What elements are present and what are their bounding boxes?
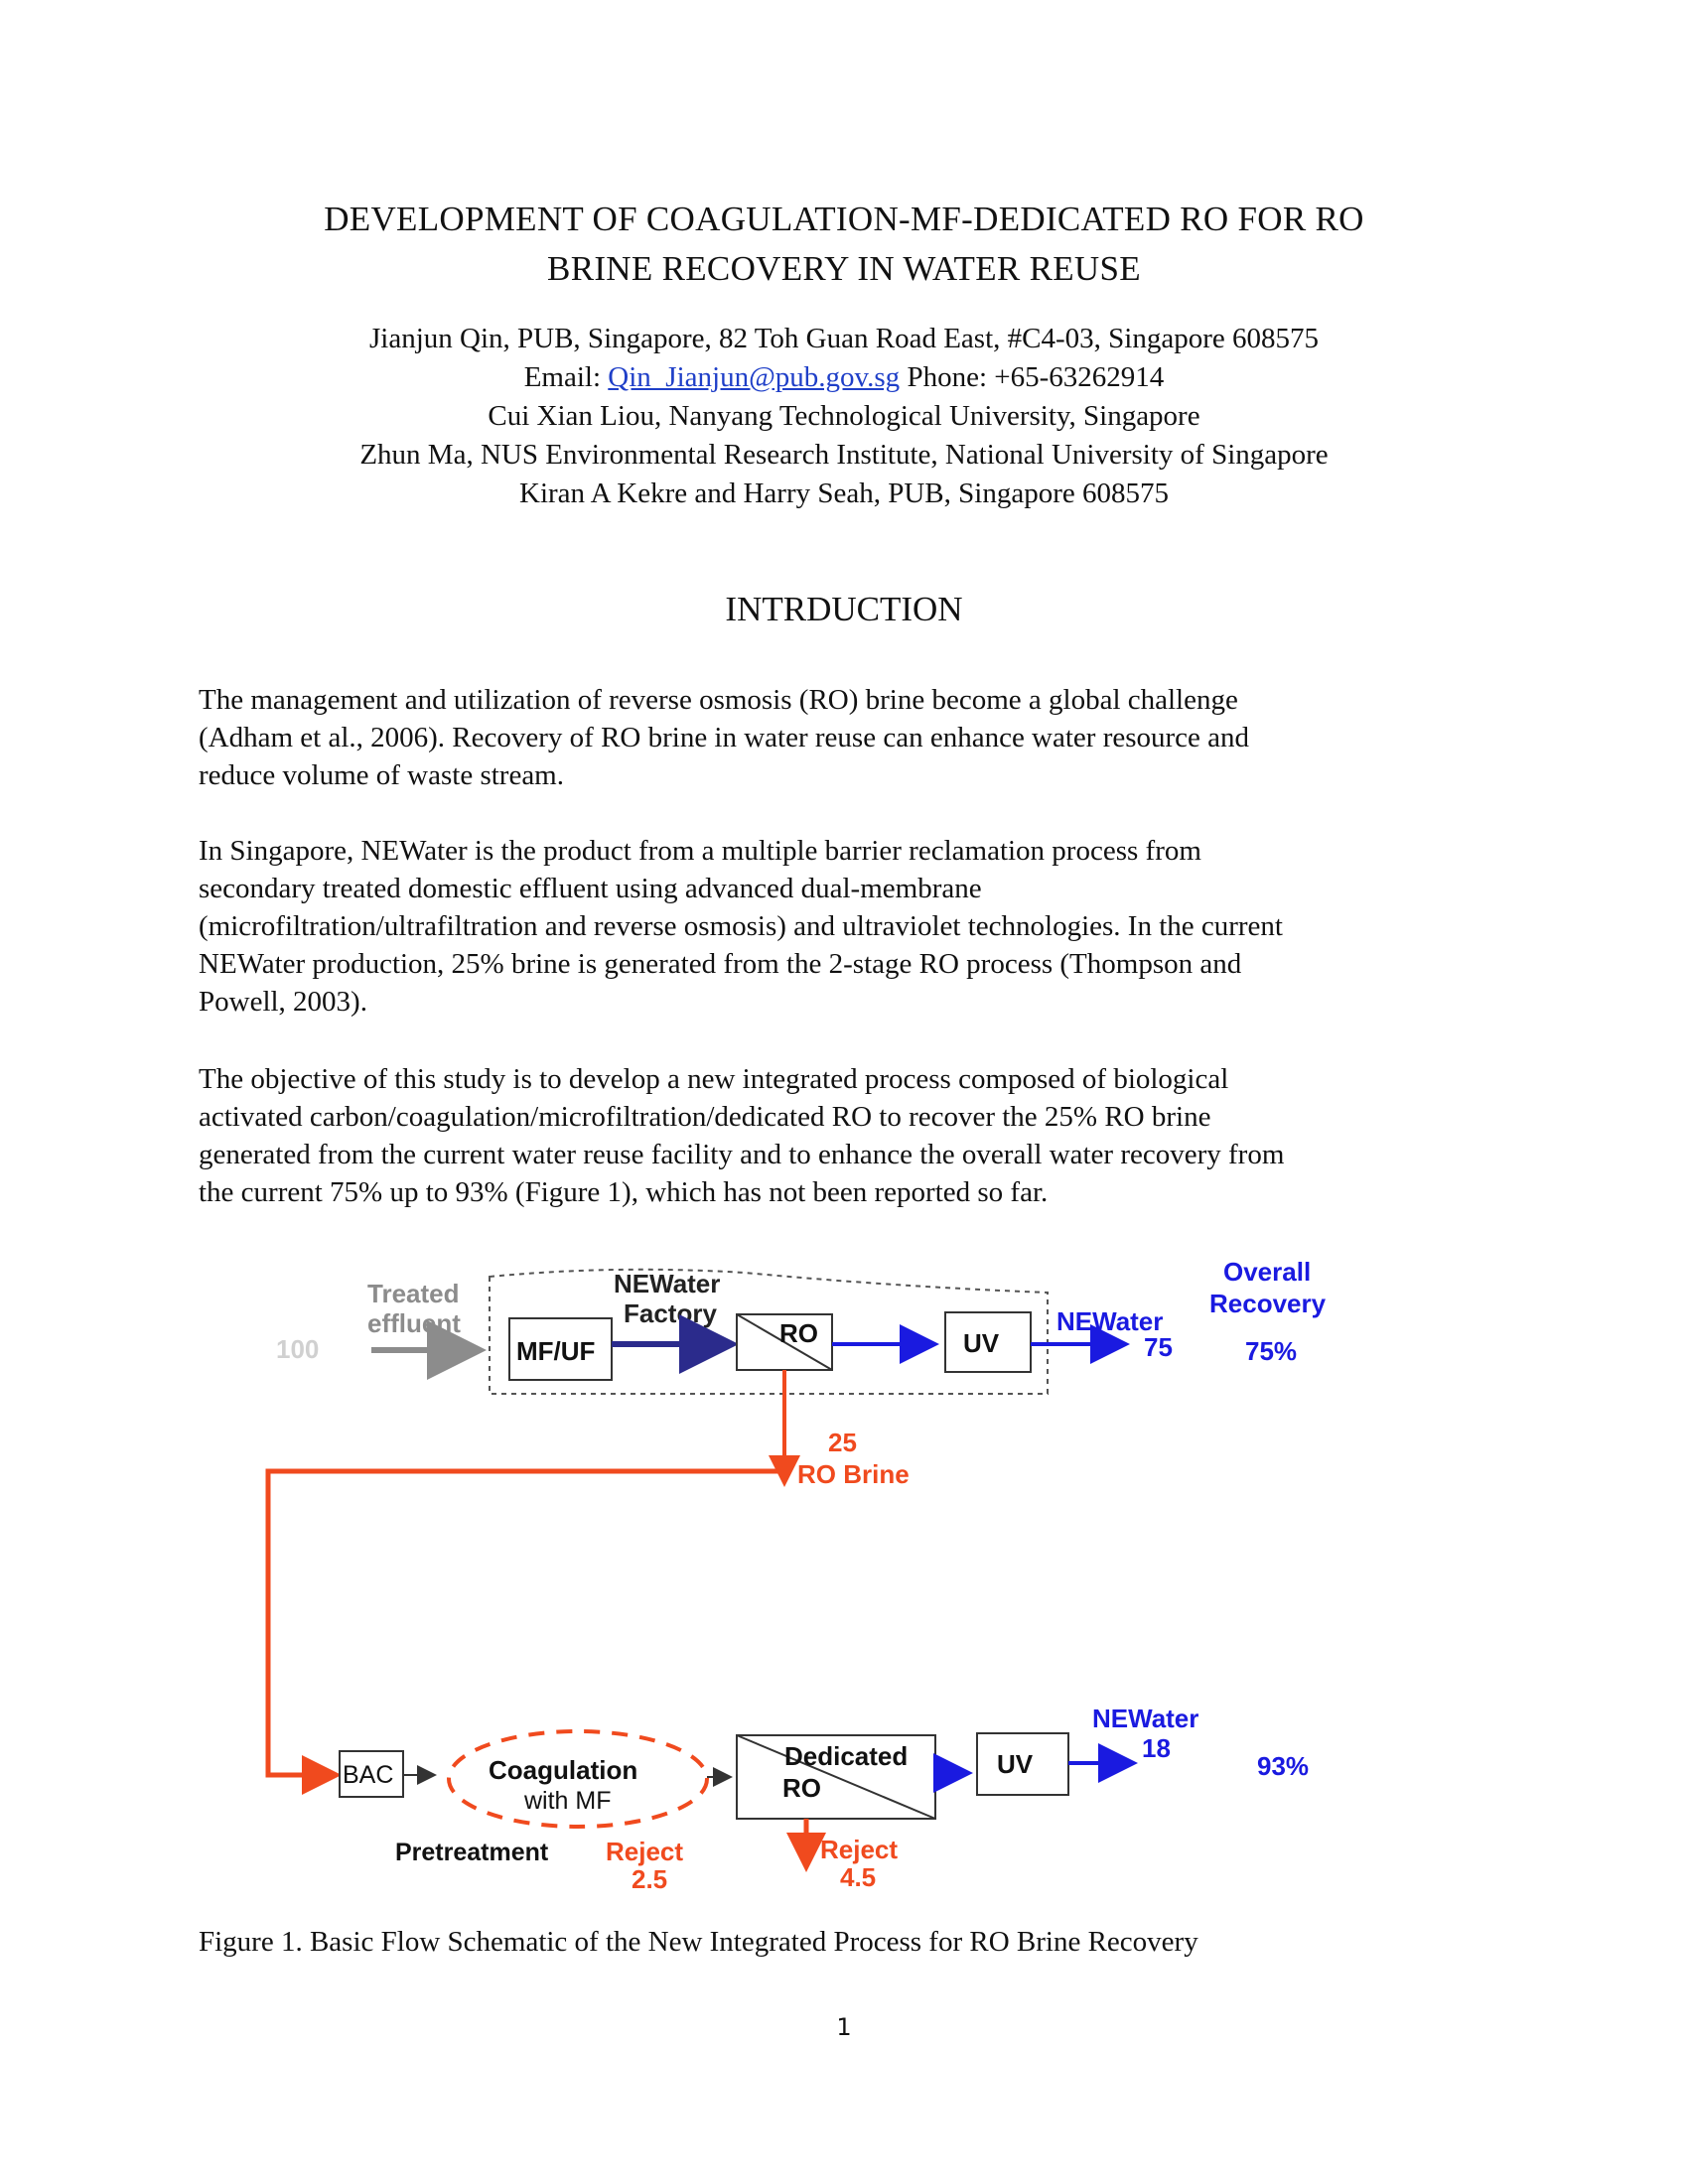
paragraph-line: Powell, 2003).: [199, 986, 367, 1018]
coag-label-1: Coagulation: [489, 1755, 638, 1785]
brine-route-line: [268, 1471, 784, 1775]
paragraph-line: the current 75% up to 93% (Figure 1), which has not been reported so far.: [199, 1176, 1049, 1208]
paragraph-line: In Singapore, NEWater is the product from a multiple barrier reclamation process from: [199, 835, 1201, 867]
reject1-value: 2.5: [632, 1864, 668, 1894]
reject2-label: Reject: [820, 1835, 899, 1864]
factory-label-1: NEWater: [614, 1269, 721, 1298]
phone-text: Phone: +65-63262914: [907, 361, 1165, 393]
author-line-1: Jianjun Qin, PUB, Singapore, 82 Toh Guan Road East, #C4-03, Singapore 608575: [369, 323, 1319, 354]
newater-bottom-value: 18: [1142, 1733, 1171, 1763]
input-value: 100: [276, 1334, 320, 1364]
paragraph-line: secondary treated domestic effluent using advanced dual-membrane: [199, 873, 982, 904]
email-link[interactable]: Qin_Jianjun@pub.gov.sg: [608, 361, 901, 393]
paragraph-line: The objective of this study is to develop a new integrated process composed of biological: [199, 1063, 1229, 1095]
coag-label-2: with MF: [524, 1787, 612, 1815]
pretreatment-label: Pretreatment: [395, 1839, 549, 1866]
email-label: Email:: [523, 361, 602, 393]
uv-label-top: UV: [963, 1328, 1000, 1358]
brine-value: 25: [828, 1428, 857, 1457]
bac-label: BAC: [343, 1761, 394, 1789]
ro-label: RO: [779, 1318, 818, 1348]
figure-caption: Figure 1. Basic Flow Schematic of the New Integrated Process for RO Brine Recovery: [199, 1926, 1198, 1958]
factory-label-2: Factory: [624, 1298, 717, 1328]
reject1-label: Reject: [606, 1837, 684, 1866]
author-line-5: Kiran A Kekre and Harry Seah, PUB, Singapore 608575: [519, 478, 1169, 509]
paragraph-line: (Adham et al., 2006). Recovery of RO brine in water reuse can enhance water resource and: [199, 722, 1250, 753]
mfuf-label: MF/UF: [516, 1336, 596, 1366]
paragraph-line: NEWater production, 25% brine is generated from the 2-stage RO process (Thompson and: [199, 948, 1242, 980]
title-line-1: DEVELOPMENT OF COAGULATION-MF-DEDICATED RO FOR RO: [324, 200, 1364, 238]
paragraph-line: reduce volume of waste stream.: [199, 759, 564, 791]
paragraph-line: The management and utilization of reverse osmosis (RO) brine become a global challenge: [199, 684, 1238, 716]
page-number: 1: [836, 2013, 852, 2041]
newater-top-label: NEWater: [1056, 1306, 1164, 1336]
dedicated-ro-label-1: Dedicated: [784, 1741, 909, 1771]
reject2-value: 4.5: [840, 1862, 877, 1892]
dedicated-ro-label-2: RO: [782, 1773, 821, 1803]
overall-top-value: 75%: [1245, 1336, 1298, 1366]
overall-bottom-value: 93%: [1257, 1751, 1310, 1781]
author-line-4: Zhun Ma, NUS Environmental Research Institute, National University of Singapore: [359, 439, 1329, 471]
newater-top-value: 75: [1144, 1332, 1173, 1362]
uv-label-bottom: UV: [997, 1749, 1034, 1779]
section-heading: INTRDUCTION: [725, 590, 963, 628]
paragraph-line: generated from the current water reuse facility and to enhance the overall water recovery from: [199, 1139, 1285, 1170]
paragraph-line: activated carbon/coagulation/microfiltration/dedicated RO to recover the 25% RO brine: [199, 1101, 1211, 1133]
paragraph-line: (microfiltration/ultrafiltration and reverse osmosis) and ultraviolet technologies. In the current: [199, 910, 1283, 942]
author-line-3: Cui Xian Liou, Nanyang Technological University, Singapore: [488, 400, 1200, 432]
treated-label-2: effluent: [367, 1308, 461, 1338]
overall-label-2: Recovery: [1209, 1289, 1327, 1318]
newater-bottom-label: NEWater: [1092, 1704, 1199, 1733]
treated-label-1: Treated: [367, 1279, 460, 1308]
overall-label-1: Overall: [1223, 1257, 1312, 1287]
brine-label: RO Brine: [797, 1459, 910, 1489]
title-line-2: BRINE RECOVERY IN WATER REUSE: [547, 249, 1141, 288]
